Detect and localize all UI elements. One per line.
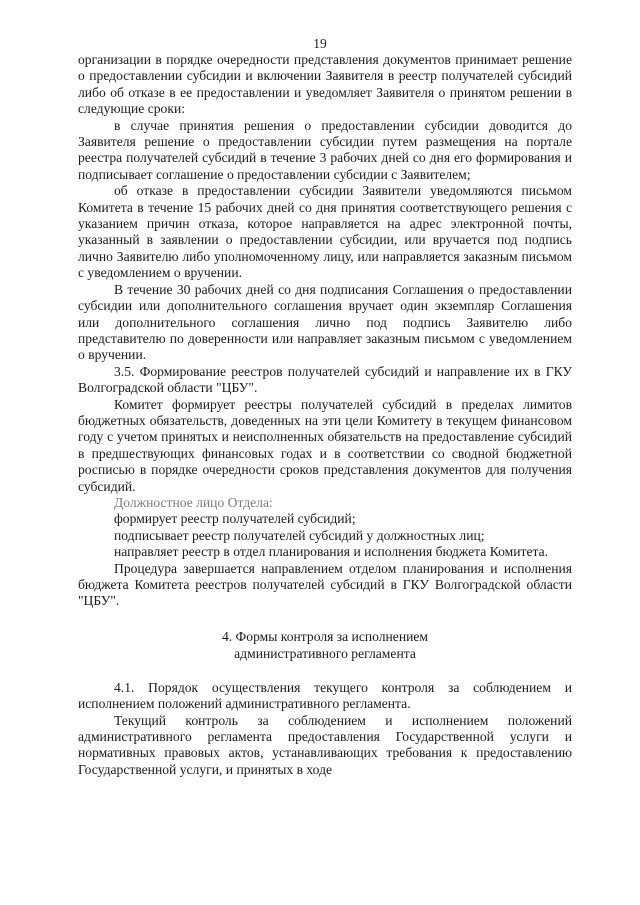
page-number: 19 [313,36,327,51]
paragraph: об отказе в предоставлении субсидии Заявители уведомляются письмом Комитета в течение 15 рабочих дней со дня принятия соответствующего решения с указанием причин отказа, которое направляется на адрес электронной почты, указанный в заявлении о предоставлении субсидии, или вручается под подпись лично Заявителю либо уполномоченному лицу, или направляется заказным письмом с уведомлением о вручении. [78,183,572,281]
paragraph: 4.1. Порядок осуществления текущего контроля за соблюдением и исполнением положений административного регламента. [78,679,572,712]
section-heading [78,628,572,662]
paragraph: Текущий контроль за соблюдением и исполнением положений административного регламента предоставления Государственной услуги и нормативных правовых актов, устанавливающих требования к предоставлению Государственной услуги, и принятых в ходе [78,712,572,777]
paragraph: направляет реестр в отдел планирования и исполнения бюджета Комитета. [114,544,549,560]
section-4-text [78,680,572,778]
paragraph: организации в порядке очередности представления документов принимает решение о предоставлении субсидии и включении Заявителя в реестр получателей субсидий либо об отказе в ее предоставлении и уведомляет Заявителя о принятом решении в следующие сроки: [78,52,572,117]
paragraph: Комитет формирует реестры получателей субсидий в пределах лимитов бюджетных обязательств, доведенных на эти цели Комитету в текущем финансовом году с учетом принятых и неисполненных обязательств на предоставление субсидий в предшествующих финансовых годах и в соответствии со сводной бюджетной росписью в порядке очередности сроков представления документов для получения субсидий. [78,396,572,494]
paragraph: в случае принятия решения о предоставлении субсидии доводится до Заявителя решение о предоставлении субсидии путем размещения на портале реестра получателей субсидий в течение 3 рабочих дней со дня его формирования и подписывает соглашение о предоставлении субсидии с Заявителем; [78,117,572,182]
paragraph: В течение 30 рабочих дней со дня подписания Соглашения о предоставлении субсидии или дополнительного соглашения вручает один экземпляр Соглашения или дополнительного соглашения лично под подпись Заявителю либо представителю по доверенности или направляет заказным письмом с уведомлением о вручении. [78,281,572,363]
document-body [78,52,572,778]
section-heading-line-1: 4. Формы контроля за исполнением [221,628,429,644]
section-heading-line-2: административного регламента [234,645,416,661]
paragraph: Процедура завершается направлением отделом планирования и исполнения бюджета Комитета реестров получателей субсидий в ГКУ Волгоградской области "ЦБУ". [78,560,572,609]
paragraph: формирует реестр получателей субсидий; [114,511,356,527]
section-3-text [78,52,572,610]
paragraph: подписывает реестр получателей субсидий у должностных лиц; [114,527,485,543]
paragraph: 3.5. Формирование реестров получателей субсидий и направление их в ГКУ Волгоградской области "ЦБУ". [78,363,572,396]
paragraph: Должностное лицо Отдела: [114,494,273,510]
